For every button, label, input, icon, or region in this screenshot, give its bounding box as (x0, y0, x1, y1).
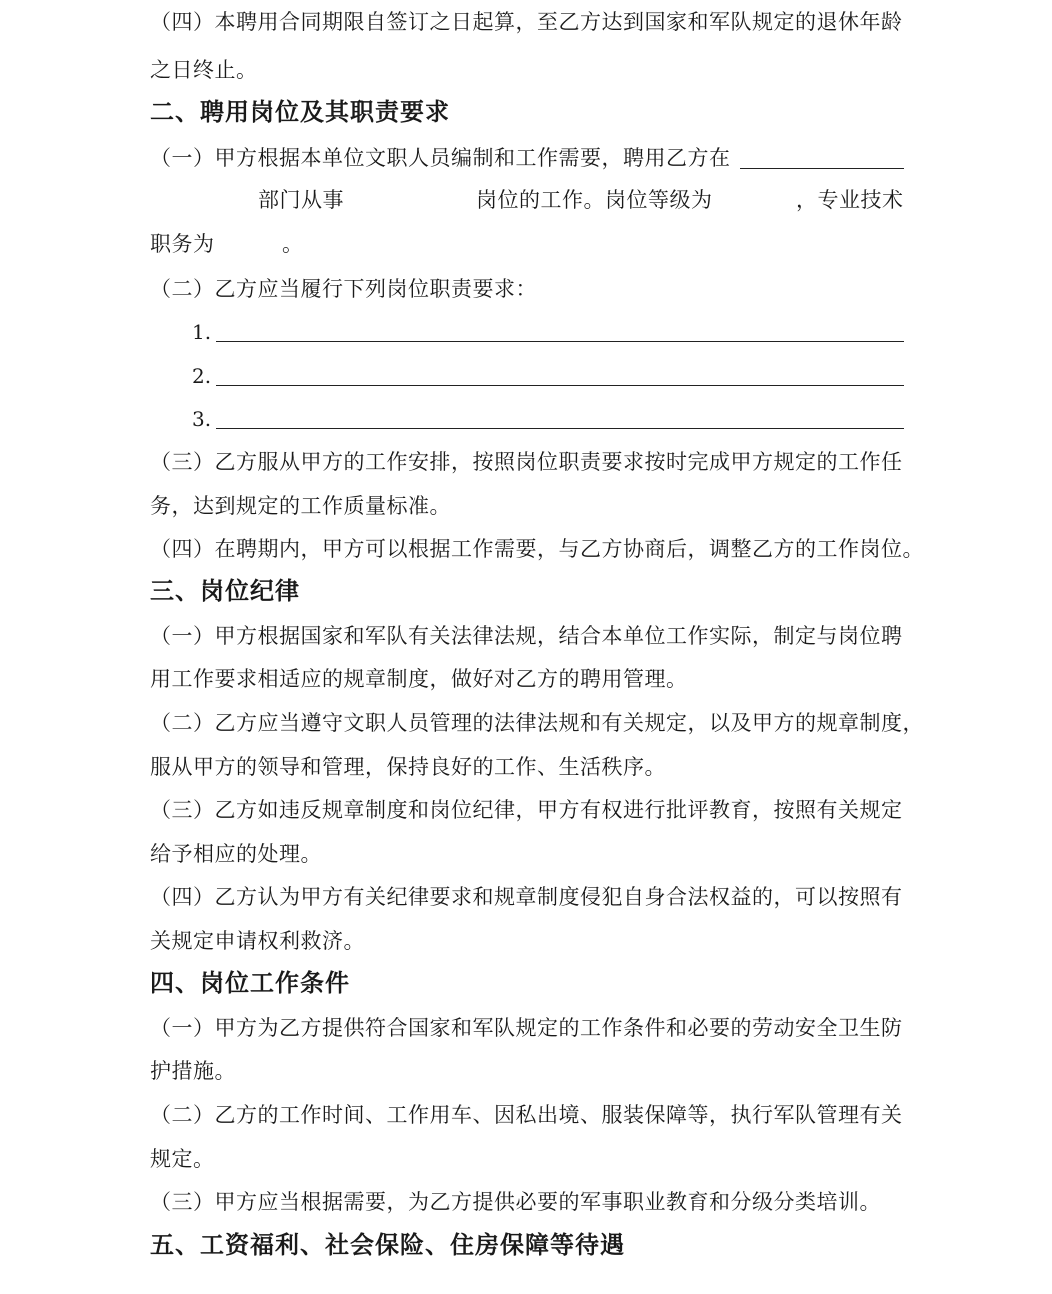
list-item-2-blank[interactable] (216, 385, 904, 386)
sec3-para2-line1: （二）乙方应当遵守文职人员管理的法律法规和有关规定，以及甲方的规章制度， (150, 711, 924, 735)
sec4-para2-line2: 规定。 (150, 1147, 215, 1171)
sec3-para1-line1: （一）甲方根据国家和军队有关法律法规，结合本单位工作实际，制定与岗位聘 (150, 624, 903, 648)
sec3-para3-line1: （三）乙方如违反规章制度和岗位纪律，甲方有权进行批评教育，按照有关规定 (150, 798, 903, 822)
list-item-2-number: 2. (192, 364, 212, 388)
sec1-para4-line2: 之日终止。 (150, 58, 258, 82)
section-heading-4: 四、岗位工作条件 (150, 969, 350, 997)
dept-blank[interactable] (740, 168, 904, 169)
section-heading-3: 三、岗位纪律 (150, 577, 300, 605)
sec2-para1-line1: （一）甲方根据本单位文职人员编制和工作需要，聘用乙方在 (150, 146, 731, 170)
dept-label: 部门从事 (258, 188, 344, 212)
sec3-para2-line2: 服从甲方的领导和管理，保持良好的工作、生活秩序。 (150, 755, 666, 779)
sec2-para3-line2: 务，达到规定的工作质量标准。 (150, 494, 451, 518)
sec4-para1-line2: 护措施。 (150, 1059, 236, 1083)
list-item-3-blank[interactable] (216, 428, 904, 429)
list-item-3-number: 3. (192, 407, 212, 431)
sec2-para2: （二）乙方应当履行下列岗位职责要求： (150, 277, 537, 301)
sec3-para3-line2: 给予相应的处理。 (150, 842, 322, 866)
list-item-1-number: 1. (192, 320, 212, 344)
sec4-para3: （三）甲方应当根据需要，为乙方提供必要的军事职业教育和分级分类培训。 (150, 1190, 881, 1214)
post-label: 岗位的工作。岗位等级为 (476, 188, 713, 212)
list-item-1-blank[interactable] (216, 341, 904, 342)
sec3-para4-line2: 关规定申请权利救济。 (150, 929, 365, 953)
section-heading-5: 五、工资福利、社会保险、住房保障等待遇 (150, 1231, 625, 1259)
duty-label: 职务为 (150, 232, 215, 256)
sec2-para3-line1: （三）乙方服从甲方的工作安排，按照岗位职责要求按时完成甲方规定的工作任 (150, 450, 903, 474)
sec3-para1-line2: 用工作要求相适应的规章制度，做好对乙方的聘用管理。 (150, 667, 688, 691)
sec1-para4-line1: （四）本聘用合同期限自签订之日起算，至乙方达到国家和军队规定的退休年龄 (150, 10, 903, 34)
sec2-para4: （四）在聘期内，甲方可以根据工作需要，与乙方协商后，调整乙方的工作岗位。 (150, 537, 924, 561)
duty-end: 。 (282, 232, 304, 256)
sec4-para2-line1: （二）乙方的工作时间、工作用车、因私出境、服装保障等，执行军队管理有关 (150, 1103, 903, 1127)
section-heading-2: 二、聘用岗位及其职责要求 (150, 98, 450, 126)
tech-label: ，专业技术 (796, 188, 904, 212)
sec4-para1-line1: （一）甲方为乙方提供符合国家和军队规定的工作条件和必要的劳动安全卫生防 (150, 1016, 903, 1040)
sec3-para4-line1: （四）乙方认为甲方有关纪律要求和规章制度侵犯自身合法权益的，可以按照有 (150, 885, 903, 909)
